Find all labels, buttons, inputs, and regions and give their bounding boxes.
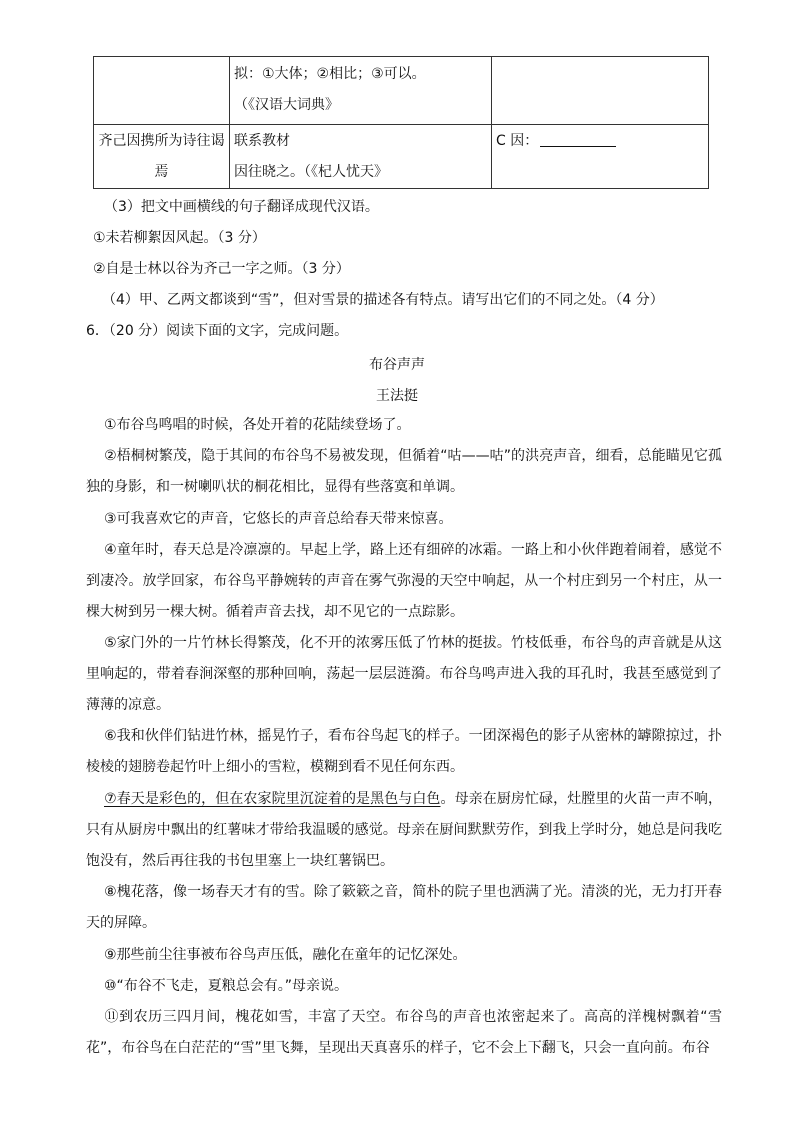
question-4: （4）甲、乙两文都谈到“雪”，但对雪景的描述各有特点。请写出它们的不同之处。（4 分） bbox=[102, 292, 664, 308]
source-line: （《汉语大词典》 bbox=[234, 97, 339, 113]
table-cell-word bbox=[94, 125, 230, 189]
question-3-item-2: ②自是士林以谷为齐己一字之师。（3 分） bbox=[93, 261, 350, 277]
paragraph-text: ⑩“布谷不飞走，夏粮总会有。”母亲说。 bbox=[104, 978, 349, 994]
paragraph-text: ⑪到农历三四月间，槐花如雪，丰富了天空。布谷鸟的声音也浓密起来了。高高的洋槐树飘着“雪花”，布谷鸟在白茫茫的“雪”里飞舞，呈现出天真喜乐的样子，它不会上下翻飞，只会一直向前。布谷 bbox=[86, 1009, 722, 1056]
paragraph-text: ②梧桐树繁茂，隐于其间的布谷鸟不易被发现，但循着“咕——咕”的洪亮声音，细看，总能瞄见它孤独的身影，和一树喇叭状的桐花相比，显得有些落寞和单调。 bbox=[86, 448, 722, 495]
answer-blank[interactable] bbox=[540, 132, 616, 147]
paragraph-3 bbox=[86, 504, 722, 535]
table-row bbox=[94, 57, 709, 125]
question-6: 6．（20 分）阅读下面的文字，完成问题。 bbox=[86, 323, 349, 339]
paragraph-5 bbox=[86, 628, 722, 721]
table-cell-answer bbox=[492, 57, 709, 125]
paragraph-text: ⑧槐花落，像一场春天才有的雪。除了簌簌之音，简朴的院子里也洒满了光。清淡的光，无力打开春天的屏障。 bbox=[86, 884, 722, 931]
table-row bbox=[94, 125, 709, 189]
paragraph-text: ⑤家门外的一片竹林长得繁茂，化不开的浓雾压低了竹林的挺拔。竹枝低垂，布谷鸟的声音就是从这里响起的，带着春涧深壑的那种回响，荡起一层层涟漪。布谷鸟鸣声进入我的耳孔时，我甚至感觉到了薄薄的凉意。 bbox=[86, 635, 722, 713]
paragraph-1 bbox=[86, 410, 722, 441]
question-3-item-1: ①未若柳絮因风起。（3 分） bbox=[93, 230, 266, 246]
table-cell-meaning bbox=[230, 125, 492, 189]
paragraph-8 bbox=[86, 877, 722, 939]
paragraph-4 bbox=[86, 535, 722, 628]
source-line: 因往晓之。（《杞人忧天》 bbox=[234, 164, 388, 180]
paragraph-2 bbox=[86, 441, 722, 503]
table-cell-answer bbox=[492, 125, 709, 189]
paragraph-10 bbox=[86, 971, 722, 1002]
paragraph-text: ③可我喜欢它的声音，它悠长的声音总给春天带来惊喜。 bbox=[104, 511, 453, 527]
paragraph-text: 。母亲在厨房忙碌，灶膛里的火苗一声不响，只有从厨房中飘出的红薯味才带给我温暖的感觉。母亲在厨间默默劳作，到我上学时分，她总是问我吃饱没有，然后再往我的书包里塞上一块红薯锅巴。 bbox=[86, 791, 722, 869]
paragraph-7 bbox=[86, 784, 722, 877]
table-cell-word bbox=[94, 57, 230, 125]
article-title: 布谷声声 bbox=[369, 357, 425, 373]
word-line: 焉 bbox=[154, 164, 169, 180]
paragraph-11 bbox=[86, 1002, 722, 1064]
paragraph-text: ⑨那些前尘往事被布谷鸟声压低，融化在童年的记忆深处。 bbox=[104, 947, 467, 963]
paragraph-text: ④童年时，春天总是冷凛凛的。早起上学，路上还有细碎的冰霜。一路上和小伙伴跑着闹着，感觉不到凄冷。放学回家，布谷鸟平静婉转的声音在雾气弥漫的天空中响起，从一个村庄到另一个村庄，从一棵大树到另一棵大树。循着声音去找，却不见它的一点踪影。 bbox=[86, 542, 722, 620]
vocab-table bbox=[93, 56, 709, 189]
paragraph-9 bbox=[86, 940, 722, 971]
article-author: 王法挺 bbox=[376, 388, 418, 404]
meaning-line: 拟：①大体；②相比；③可以。 bbox=[234, 66, 426, 82]
paragraph-text: ①布谷鸟鸣唱的时候，各处开着的花陆续登场了。 bbox=[104, 417, 411, 433]
question-3: （3）把文中画横线的句子翻译成现代汉语。 bbox=[104, 199, 379, 215]
meaning-line: 联系教材 bbox=[234, 133, 290, 149]
paragraph-6 bbox=[86, 721, 722, 783]
table-cell-meaning bbox=[230, 57, 492, 125]
underlined-sentence: ⑦春天是彩色的，但在农家院里沉淀着的是黑色与白色 bbox=[104, 791, 441, 807]
answer-label: C 因： bbox=[496, 133, 539, 149]
word-line: 齐己因携所为诗往谒 bbox=[98, 133, 225, 149]
paragraph-text: ⑥我和伙伴们钻进竹林，摇晃竹子，看布谷鸟起飞的样子。一团深褐色的影子从密林的罅隙掠过，扑棱棱的翅膀卷起竹叶上细小的雪粒，模糊到看不见任何东西。 bbox=[86, 728, 722, 775]
